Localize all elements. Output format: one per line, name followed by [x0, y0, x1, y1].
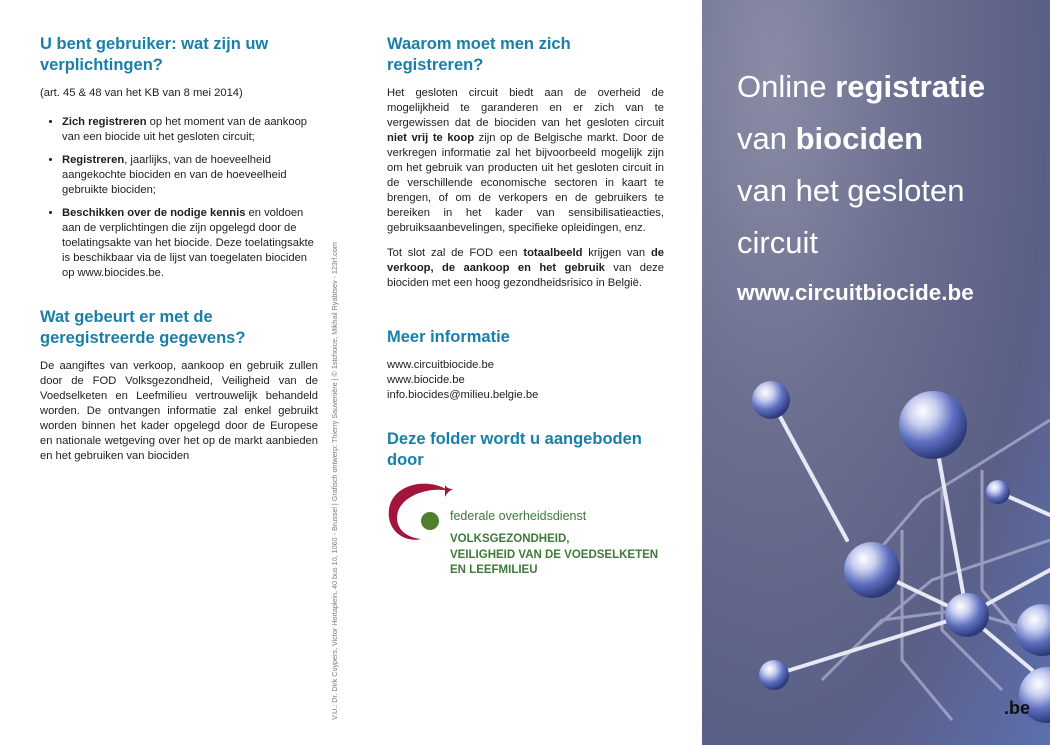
cover-title-line-1: Online registratie	[737, 69, 986, 104]
fod-logo	[387, 479, 664, 589]
obligations-list	[40, 115, 318, 281]
cover-title-line-2: van biociden	[737, 121, 924, 156]
list-item: • Registreren, jaarlijks, van de hoeveelheid aangekochte biociden en van de hoeveelheid gebruikte biociden;	[62, 153, 318, 198]
middle-panel	[350, 0, 702, 745]
list-item: • Beschikken over de nodige kennis en voldoen aan de verplichtingen die zijn opgelegd door de toelatingsakte van het biocide. Deze toelatingsakte is beschikbaar via de lijst van toegelaten biociden op www.biocides.be.	[62, 206, 318, 281]
link-circuitbiocide[interactable]: www.circuitbiocide.be	[387, 359, 494, 371]
left-panel	[0, 0, 340, 745]
cover-title-line-4: circuit	[737, 225, 818, 260]
cover-url[interactable]: www.circuitbiocide.be	[737, 280, 974, 305]
section-heading-more-info: Meer informatie	[387, 328, 510, 346]
publisher-credit: V.U.: Dr. Dirk Cuypers, Victor Hortaplein, 40 bus 10, 1060 - Brussel | Grafisch ontwerp: Thierry Sauvenière | © 1stchoice, Mikhail Ryabtsev - 123rf.com	[330, 242, 339, 720]
legal-reference: (art. 45 & 48 van het KB van 8 mei 2014)	[40, 87, 243, 99]
be-logo: .be	[1003, 698, 1030, 718]
logo-ministry-name: VOLKSGEZONDHEID, VEILIGHEID VAN DE VOEDSELKETEN EN LEEFMILIEU	[450, 533, 659, 576]
email-link[interactable]: info.biocides@milieu.belgie.be	[387, 389, 539, 401]
section-heading-data: Wat gebeurt er met de geregistreerde gegevens?	[40, 308, 246, 347]
section-heading-why: Waarom moet men zich registreren?	[387, 35, 571, 74]
link-biocide[interactable]: www.biocide.be	[387, 374, 465, 386]
cover-title-line-3: van het gesloten	[737, 173, 965, 208]
cover-panel	[702, 0, 1050, 745]
why-paragraph: Het gesloten circuit biedt aan de overheid de mogelijkheid te garanderen en er zich van te vergewissen dat de biociden van het gesloten circuit niet vrij te koop zijn op de Belgische markt. Door de verkregen informatie zal het bijvoorbeeld mogelijk zijn om het gebruik van producten uit het gesloten circuit in de verschillende economische sectoren in kaart te brengen, of om de verkopers en de gebruikers te bereiken in het kader van sensibilisatieacties, gebruiksaanbevelingen, specifieke opleidingen, enz.	[387, 87, 664, 234]
logo-line-federal: federale overheidsdienst	[450, 509, 587, 523]
list-item: • Zich registreren op het moment van de aankoop van een biocide uit het gesloten circuit;	[62, 115, 318, 145]
section-heading-offered-by: Deze folder wordt u aangeboden door	[387, 430, 642, 469]
data-paragraph: De aangiftes van verkoop, aankoop en gebruik zullen door de FOD Volksgezondheid, Veiligheid van de Voedselketen en Leefmilieu vertrouwelijk behandeld worden. De ontvangen informatie zal enkel gebruikt worden binnen het kader opgelegd door de Europese en nationale wetgeving over het op de markt aanbieden en het gebruiken van biociden	[40, 360, 318, 462]
molecule-illustration	[702, 330, 1050, 745]
section-heading-obligations: U bent gebruiker: wat zijn uw verplichtingen?	[40, 35, 269, 74]
conclusion-paragraph: Tot slot zal de FOD een totaalbeeld krijgen van de verkoop, de aankoop en het gebruik van deze biociden met een hoog gezondheidsrisico in België.	[387, 247, 664, 289]
